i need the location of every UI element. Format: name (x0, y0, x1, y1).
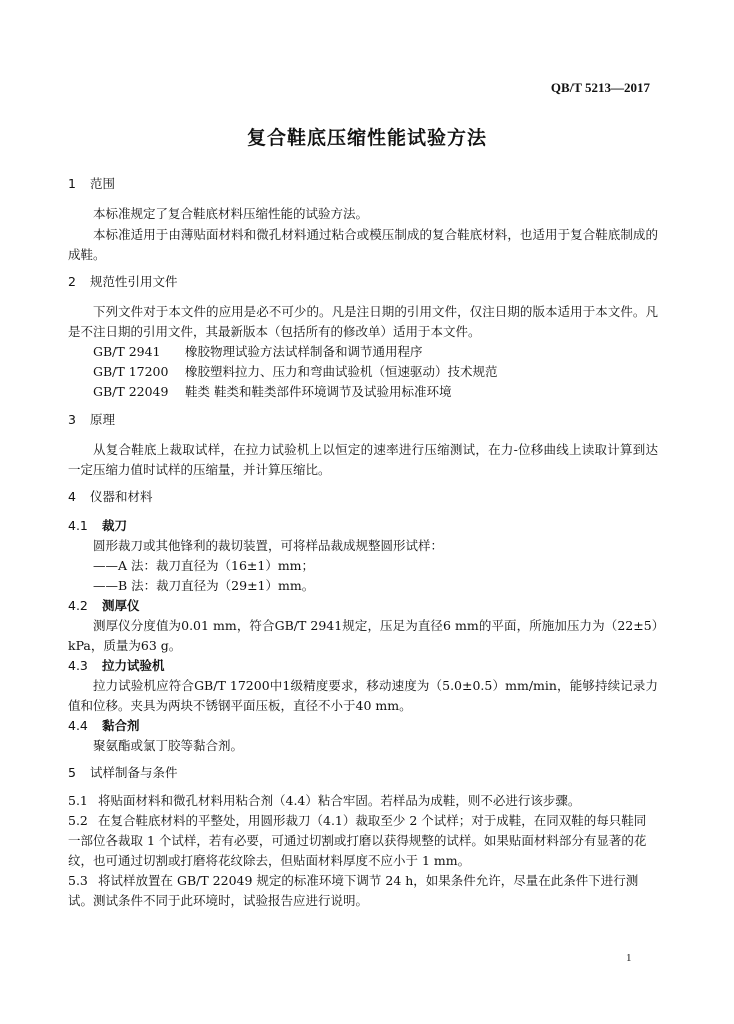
section-number: 5 (68, 765, 76, 780)
subsection-heading-adhesive (68, 716, 658, 736)
clause-text: 在复合鞋底材料的平整处，用圆形裁刀（4.1）裁取至少 2 个试样；对于成鞋，在同双鞋的每只鞋同一部位各裁取 1 个试样，若有必要，可通过切割或打磨以获得规整的试样。如果贴面材料部分有显著的花纹，也可通过切割或打磨将花纹除去，但贴面材料厚度不应小于 1 mm。 (68, 813, 647, 868)
section-heading-principle (68, 410, 658, 430)
section-title: 范围 (90, 176, 116, 191)
subsection-heading-thickness-gauge (68, 596, 658, 616)
document-title: 复合鞋底压缩性能试验方法 (246, 127, 487, 149)
paragraph: 下列文件对于本文件的应用是必不可少的。凡是注日期的引用文件，仅注日期的版本适用于本文件。凡是不注日期的引用文件，其最新版本（包括所有的修改单）适用于本文件。 (68, 304, 658, 339)
section-title: 规范性引用文件 (90, 274, 178, 289)
clause-text: 将试样放置在 GB/T 22049 规定的标准环境下调节 24 h，如果条件允许，尽量在此条件下进行测试。测试条件不同于此环境时，试验报告应进行说明。 (68, 873, 639, 908)
subsection-number: 4.2 (68, 598, 88, 613)
subsection-number: 4.3 (68, 658, 88, 673)
paragraph: 本标准规定了复合鞋底材料压缩性能的试验方法。 (93, 206, 369, 221)
paragraph: 拉力试验机应符合GB/T 17200中1级精度要求，移动速度为（5.0±0.5）mm/min，能够持续记录力值和位移。夹具为两块不锈钢平面压板，直径不小于40 mm。 (68, 678, 658, 713)
clause-number: 5.3 (68, 873, 88, 888)
clause (68, 791, 658, 811)
section-title: 仪器和材料 (90, 489, 153, 504)
section-heading-apparatus (68, 487, 658, 507)
section-heading-scope (68, 174, 658, 194)
clause-text: 将贴面材料和微孔材料用粘合剂（4.4）粘合牢固。若样品为成鞋，则不必进行该步骤。 (98, 793, 581, 808)
paragraph: 聚氨酯或氯丁胶等黏合剂。 (93, 738, 244, 753)
paragraph: 从复合鞋底上裁取试样，在拉力试验机上以恒定的速率进行压缩测试，在力-位移曲线上读取计算到达一定压缩力值时试样的压缩量，并计算压缩比。 (68, 442, 658, 477)
reference-code: GB/T 22049 (93, 384, 169, 399)
section-number: 2 (68, 274, 76, 289)
reference-code: GB/T 2941 (93, 344, 161, 359)
section-number: 1 (68, 176, 76, 191)
clause (68, 811, 658, 871)
reference-item (68, 382, 683, 402)
reference-item (68, 342, 683, 362)
subsection-title: 测厚仪 (102, 598, 140, 613)
subsection-title: 拉力试验机 (102, 658, 165, 673)
clause (68, 871, 658, 911)
subsection-number: 4.4 (68, 718, 88, 733)
clause-number: 5.1 (68, 793, 88, 808)
section-heading-normative-references (68, 272, 658, 292)
subsection-title: 黏合剂 (102, 718, 140, 733)
reference-name: 橡胶塑料拉力、压力和弯曲试验机（恒速驱动）技术规范 (185, 364, 498, 379)
page-number: 1 (626, 952, 632, 964)
reference-name: 橡胶物理试验方法试样制备和调节通用程序 (185, 344, 423, 359)
paragraph: 圆形裁刀或其他锋利的裁切装置，可将样品裁成规整圆形试样： (93, 538, 444, 553)
standard-code: QB/T 5213—2017 (550, 80, 650, 95)
reference-item (68, 362, 683, 382)
subsection-number: 4.1 (68, 518, 88, 533)
reference-code: GB/T 17200 (93, 364, 169, 379)
subsection-heading-tensile-tester (68, 656, 658, 676)
reference-name: 鞋类 鞋类和鞋类部件环境调节及试验用标准环境 (185, 384, 452, 399)
list-item: ——B 法：裁刀直径为（29±1）mm。 (93, 578, 315, 593)
section-title: 试样制备与条件 (90, 765, 178, 780)
paragraph: 本标准适用于由薄贴面材料和微孔材料通过粘合或模压制成的复合鞋底材料，也适用于复合鞋底制成的成鞋。 (68, 227, 658, 262)
section-heading-specimen-preparation (68, 763, 658, 783)
section-title: 原理 (90, 412, 116, 427)
clause-number: 5.2 (68, 813, 88, 828)
list-item: ——A 法：裁刀直径为（16±1）mm； (93, 558, 315, 573)
section-number: 4 (68, 489, 76, 504)
subsection-heading-cutter (68, 516, 658, 536)
section-number: 3 (68, 412, 76, 427)
subsection-title: 裁刀 (102, 518, 128, 533)
paragraph: 测厚仪分度值为0.01 mm，符合GB/T 2941规定，压足为直径6 mm的平面，所施加压力为（22±5）kPa，质量为63 g。 (68, 618, 658, 653)
